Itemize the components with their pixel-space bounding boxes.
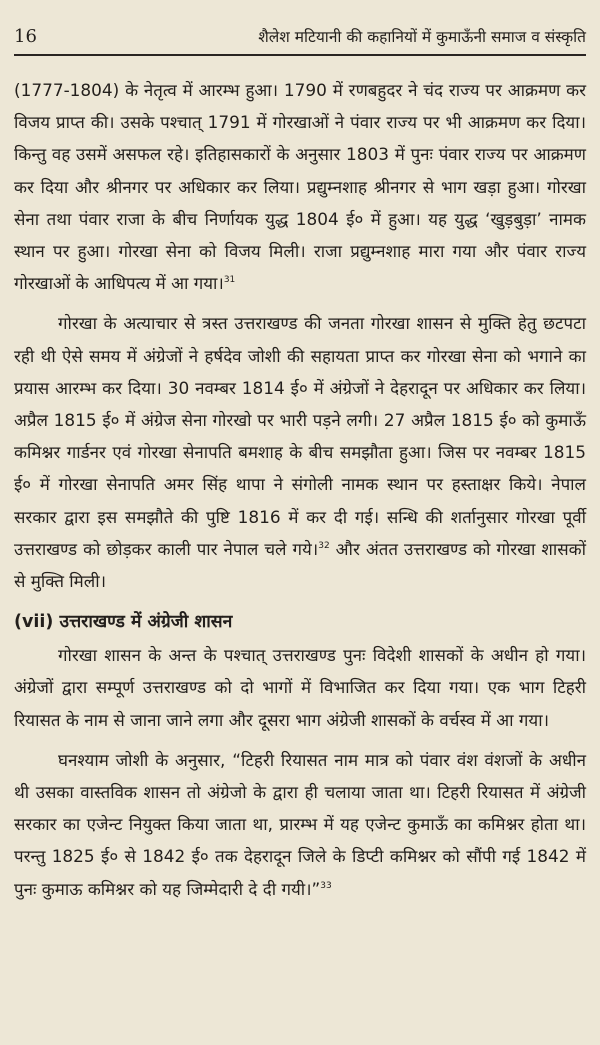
paragraph-4-quote — [14, 744, 586, 905]
footnote-marker-33: 33 — [320, 880, 332, 891]
page-number: 16 — [14, 26, 37, 47]
header-rule — [14, 54, 586, 56]
footnote-marker-31: 31 — [223, 275, 236, 286]
paragraph-1-text: (1777-1804) के नेतृत्व में आरम्भ हुआ। 1790 में रणबहुदर ने चंद राज्य पर आक्रमण कर विजय प्राप्त की। उसके पश्चात् 1791 में गोरखाओं ने पंवार राज्य पर भी आक्रमण कर दिया। किन्तु वह उसमें असफल रहे। इतिहासकारों के अनुसार 1803 में पुनः पंवार राज्य पर आक्रमण कर दिया और श्रीनगर पर अधिकार कर लिया। प्रद्युम्नशाह श्रीनगर से भाग खड़ा हुआ। गोरखा सेना तथा पंवार राजा के बीच निर्णायक युद्ध 1804 ई० में हुआ। यह युद्ध ‘खुड़बुड़ा’ नामक स्थान पर हुआ। गोरखा सेना को विजय मिली। राजा प्रद्युम्नशाह मारा गया और पंवार राज्य गोरखाओं के आधिपत्य में आ गया। — [14, 80, 586, 294]
paragraph-2 — [14, 307, 586, 597]
paragraph-3 — [14, 639, 586, 736]
body-text — [14, 74, 586, 905]
paragraph-1 — [14, 74, 586, 299]
running-title: शैलेश मटियानी की कहानियों में कुमाऊँनी समाज व संस्कृति — [258, 28, 586, 46]
paragraph-4-text: घनश्याम जोशी के अनुसार, “टिहरी रियासत नाम मात्र को पंवार वंश वंशजों के अधीन थी उसका वास्तविक शासन तो अंग्रेजो के द्वारा ही चलाया जाता था। टिहरी रियासत में अंग्रेजी सरकार का एजेन्ट नियुक्त किया जाता था, प्रारम्भ में यह एजेन्ट कुमाऊँ का कमिश्नर होता था। परन्तु 1825 ई० से 1842 ई० तक देहरादून जिले के डिप्टी कमिश्नर को सौंपी गई 1842 में पुनः कुमाऊ कमिश्नर को यह जिम्मेदारी दे दी गयी।” — [14, 749, 586, 899]
paragraph-2-text-end: और अंतत उत्तराखण्ड को गोरखा शासकों से मुक्ति मिली। — [14, 538, 586, 592]
section-heading: (vii) उत्तराखण्ड में अंग्रेजी शासन — [14, 612, 233, 633]
footnote-marker-32: 32 — [318, 540, 330, 551]
paragraph-3-text: गोरखा शासन के अन्त के पश्चात् उत्तराखण्ड पुनः विदेशी शासकों के अधीन हो गया। अंग्रेजों द्वारा सम्पूर्ण उत्तराखण्ड को दो भागों में विभाजित कर दिया गया। एक भाग टिहरी रियासत के नाम से जाना जाने लगा और दूसरा भाग अंग्रेजी शासकों के वर्चस्व में आ गया। — [14, 645, 586, 730]
page-header — [14, 26, 586, 52]
paragraph-2-text: गोरखा के अत्याचार से त्रस्त उत्तराखण्ड की जनता गोरखा शासन से मुक्ति हेतु छटपटा रही थी ऐसे समय में अंग्रेजों ने हर्षदेव जोशी की सहायता प्राप्त कर गोरखा सेना को भगाने का प्रयास आरम्भ कर दिया। 30 नवम्बर 1814 ई० में अंग्रेजों ने देहरादून पर अधिकार कर लिया। अप्रैल 1815 ई० में अंग्रेज सेना गोरखो पर भारी पड़ने लगी। 27 अप्रैल 1815 ई० को कुमाऊँ कमिश्नर गार्डनर एवं गोरखा सेनापति बमशाह के बीच समझौता हुआ। जिस पर नवम्बर 1815 ई० में गोरखा सेनापति अमर सिंह थापा ने संगोली नामक स्थान पर हस्ताक्षर किये। नेपाल सरकार द्वारा इस समझौते की पुष्टि 1816 में कर दी गई। सन्धि की शर्तानुसार गोरखा पूर्वी उत्तराखण्ड को छोड़कर काली पार नेपाल चले गये। — [14, 313, 586, 559]
